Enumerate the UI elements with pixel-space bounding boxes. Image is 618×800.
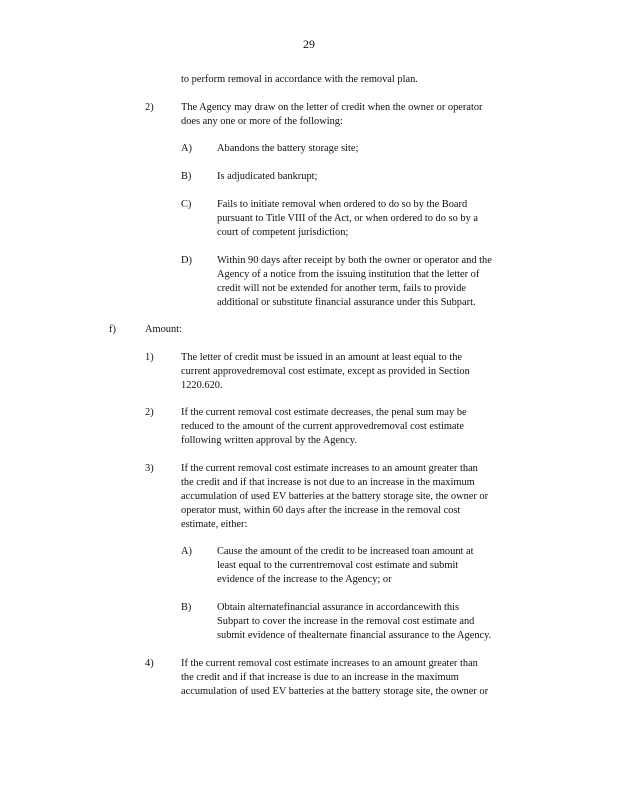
text-line: following written approval by the Agency. xyxy=(181,435,357,446)
item-2c-text xyxy=(217,198,478,240)
text-line: the credit and if that increase is not due to an increase in the maximum xyxy=(181,477,475,488)
item-2a-text xyxy=(217,142,358,156)
text-line: current approvedremoval cost estimate, except as provided in Section xyxy=(181,366,470,377)
text-line: Cause the amount of the credit to be increased toan amount at xyxy=(217,546,474,557)
item-2b-label: B) xyxy=(181,171,192,182)
text-line: the credit and if that increase is due to an increase in the maximum xyxy=(181,672,459,683)
item-f3a-label: A) xyxy=(181,546,192,557)
section-f-label: f) xyxy=(109,324,116,335)
text-line: evidence of the increase to the Agency; or xyxy=(217,574,392,585)
item-f2-label: 2) xyxy=(145,407,154,418)
text-line: Is adjudicated bankrupt; xyxy=(217,171,318,182)
item-2c-label: C) xyxy=(181,199,192,210)
item-f3a-text xyxy=(217,545,474,587)
item-f3-text xyxy=(181,462,488,532)
item-2-label: 2) xyxy=(145,102,154,113)
item-f1-label: 1) xyxy=(145,352,154,363)
item-f1-text xyxy=(181,351,470,393)
continuation-text xyxy=(181,73,418,87)
item-2d-text xyxy=(217,254,492,310)
text-line: additional or substitute financial assurance under this Subpart. xyxy=(217,297,476,308)
item-f2-text xyxy=(181,406,467,448)
section-f-title: Amount: xyxy=(145,324,182,335)
text-line: court of competent jurisdiction; xyxy=(217,227,349,238)
item-f3b-text xyxy=(217,601,491,643)
text-line: does any one or more of the following: xyxy=(181,116,343,127)
item-2a-label: A) xyxy=(181,143,192,154)
text-line: least equal to the currentremoval cost estimate and submit xyxy=(217,560,459,571)
text-line: reduced to the amount of the current approvedremoval cost estimate xyxy=(181,421,465,432)
text-line: Fails to initiate removal when ordered to do so by the Board xyxy=(217,199,468,210)
text-line: accumulation of used EV batteries at the battery storage site, the owner or xyxy=(181,491,489,502)
text-line: 1220.620. xyxy=(181,380,223,391)
text-line: Abandons the battery storage site; xyxy=(217,143,359,154)
text-line: submit evidence of thealternate financial assurance to the Agency. xyxy=(217,630,492,641)
item-f3b-label: B) xyxy=(181,602,192,613)
item-2b-text xyxy=(217,170,317,184)
text-line: If the current removal cost estimate increases to an amount greater than xyxy=(181,658,478,669)
item-f3-label: 3) xyxy=(145,463,154,474)
text-line: pursuant to Title VIII of the Act, or when ordered to do so by a xyxy=(217,213,478,224)
item-f4-label: 4) xyxy=(145,658,154,669)
text-line: credit will not be extended for another term, fails to provide xyxy=(217,283,467,294)
text-line: to perform removal in accordance with the removal plan. xyxy=(181,74,418,85)
text-line: The letter of credit must be issued in an amount at least equal to the xyxy=(181,352,463,363)
item-2-text xyxy=(181,101,483,129)
text-line: Within 90 days after receipt by both the owner or operator and the xyxy=(217,255,492,266)
text-line: Agency of a notice from the issuing institution that the letter of xyxy=(217,269,480,280)
item-f4-text xyxy=(181,657,488,699)
text-line: The Agency may draw on the letter of credit when the owner or operator xyxy=(181,102,483,113)
page-number: 29 xyxy=(303,37,315,51)
text-line: estimate, either: xyxy=(181,519,248,530)
text-line: Subpart to cover the increase in the removal cost estimate and xyxy=(217,616,475,627)
text-line: Obtain alternatefinancial assurance in accordancewith this xyxy=(217,602,460,613)
text-line: accumulation of used EV batteries at the battery storage site, the owner or xyxy=(181,686,489,697)
text-line: If the current removal cost estimate decreases, the penal sum may be xyxy=(181,407,467,418)
text-line: If the current removal cost estimate increases to an amount greater than xyxy=(181,463,478,474)
text-line: operator must, within 60 days after the increase in the removal cost xyxy=(181,505,461,516)
item-2d-label: D) xyxy=(181,255,192,266)
